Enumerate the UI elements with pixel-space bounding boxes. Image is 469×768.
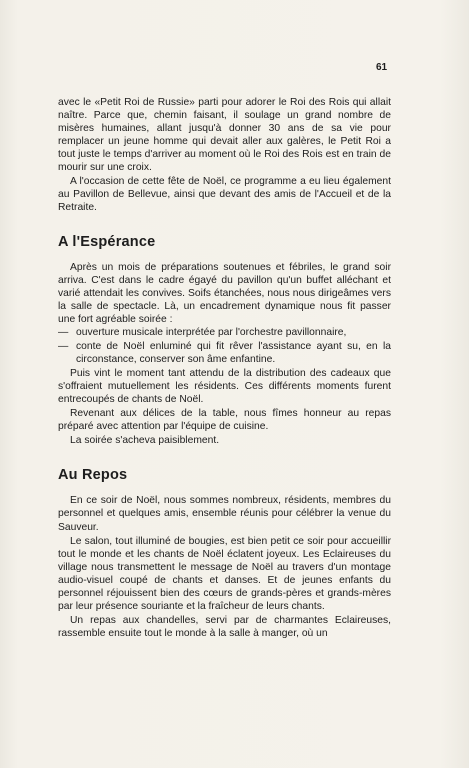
- list-item-text: conte de Noël enluminé qui fit rêver l'assistance ayant su, en la circonstance, conserver son âme enfantine.: [76, 340, 391, 365]
- paragraph: A l'occasion de cette fête de Noël, ce programme a eu lieu également au Pavillon de Bellevue, ainsi que devant des amis de l'Accueil et de la Retraite.: [58, 175, 391, 213]
- list-dash: —: [58, 340, 69, 352]
- section-heading-repos: Au Repos: [58, 467, 128, 484]
- paragraph: Le salon, tout illuminé de bougies, est bien petit ce soir pour accueillir tout le monde et les chants de Noël éclatent joyeux. Les Eclaireuses du village nous transmettent le message de Noël au travers d'un montage audio-visuel coupé de chants et danses. Et de jeunes enfants du personnel réjouissent bien des cœurs de grands-pères et grands-mères par leur présence souriante et la fraîcheur de leurs chants.: [58, 535, 391, 613]
- paragraph: Après un mois de préparations soutenues et fébriles, le grand soir arriva. C'est dans le cadre égayé du pavillon qu'un buffet alléchant et varié attendait les convives. Soifs étanchées, nous nous dirigeâmes vers la salle de spectacle. Là, un encadrement dynamique nous fit passer une fort agréable soirée :: [58, 261, 391, 326]
- paragraph: La soirée s'acheva paisiblement.: [70, 435, 220, 447]
- page-body: [58, 96, 391, 640]
- paragraph: Revenant aux délices de la table, nous fîmes honneur au repas préparé avec attention par l'équipe de cuisine.: [58, 407, 391, 433]
- page-number: 61: [376, 62, 388, 73]
- list-item: [58, 340, 391, 366]
- paragraph: Un repas aux chandelles, servi par de charmantes Eclaireuses, rassemble ensuite tout le monde à la salle à manger, où un: [58, 615, 391, 640]
- paragraph: En ce soir de Noël, nous sommes nombreux, résidents, membres du personnel et quelques amis, ensemble réunis pour célébrer la venue du Sauveur.: [58, 495, 391, 533]
- paragraph: avec le «Petit Roi de Russie» parti pour adorer le Roi des Rois qui allait naître. Parce que, chemin faisant, il soulage un grand nombre de misères humaines, allant jusqu'à donner 30 ans de sa vie pour remplacer un jeune homme qui devait aller aux galères, le Petit Roi a tout juste le temps d'arriver au moment où le Roi des Rois est en train de mourir sur une croix.: [58, 97, 391, 174]
- list-item: [58, 326, 391, 339]
- list-item-text: ouverture musicale interprétée par l'orchestre pavillonnaire,: [76, 327, 347, 339]
- paragraph: Puis vint le moment tant attendu de la distribution des cadeaux que s'offraient mutuellement les résidents. Ces différents moments furent entrecoupés de chants de Noël.: [58, 367, 391, 405]
- list-dash: —: [58, 327, 69, 339]
- section-heading-esperance: A l'Espérance: [58, 233, 156, 250]
